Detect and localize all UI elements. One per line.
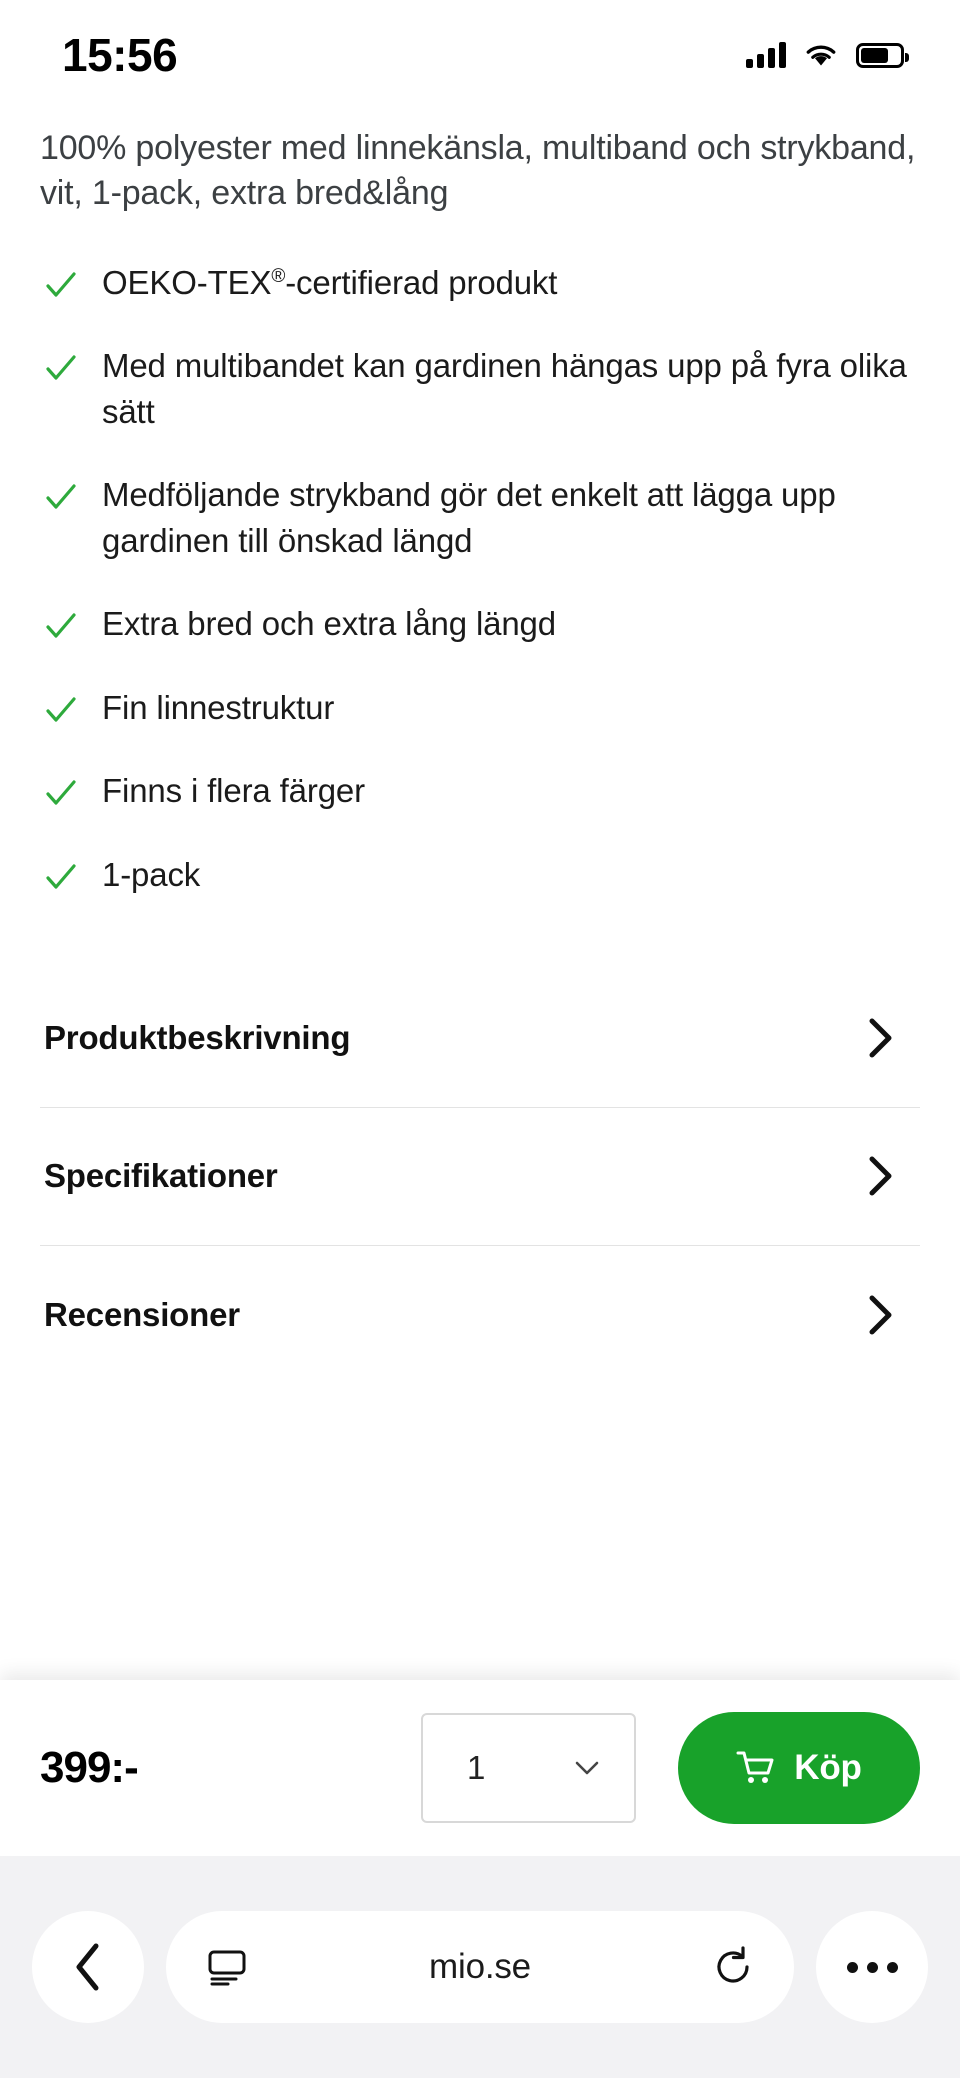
feature-text: OEKO-TEX®-certifierad produkt [102,263,558,301]
check-icon [44,693,78,727]
list-item [40,685,920,731]
reader-view-icon[interactable] [206,1948,248,1986]
accordion-row-recensioner[interactable] [40,1246,920,1384]
check-icon [44,776,78,810]
product-content [0,126,960,1384]
accordion-row-specifikationer[interactable] [40,1108,920,1246]
reload-icon[interactable] [712,1946,754,1988]
more-options-icon [847,1962,898,1973]
accordion-section [40,970,920,1384]
feature-text: Finns i flera färger [102,772,365,810]
check-icon [44,609,78,643]
check-icon [44,480,78,514]
feature-text: Fin linnestruktur [102,688,335,726]
shopping-cart-icon [736,1749,776,1787]
list-item [40,472,920,563]
status-time: 15:56 [62,29,178,81]
buy-button[interactable] [678,1712,920,1824]
back-button[interactable] [32,1911,144,2023]
accordion-label: Recensioner [44,1295,240,1333]
more-options-button[interactable] [816,1911,928,2023]
browser-toolbar [0,1856,960,2078]
check-icon [44,268,78,302]
feature-text: Med multibandet kan gardinen hängas upp på fyra olika sätt [102,347,907,430]
accordion-label: Produktbeskrivning [44,1019,351,1057]
url-text: mio.se [429,1947,531,1986]
status-bar [0,0,960,104]
address-bar[interactable] [166,1911,794,2023]
feature-text: Extra bred och extra lång längd [102,605,556,643]
list-item [40,601,920,647]
check-icon [44,860,78,894]
chevron-right-icon [868,1155,894,1197]
chevron-right-icon [868,1294,894,1336]
accordion-label: Specifikationer [44,1157,278,1195]
wifi-icon [804,42,838,68]
check-icon [44,351,78,385]
list-item [40,343,920,434]
list-item [40,852,920,898]
cellular-bars-icon [746,42,786,68]
quantity-value: 1 [467,1749,486,1786]
quantity-select[interactable] [421,1713,636,1823]
chevron-left-icon [73,1942,103,1992]
chevron-down-icon [574,1760,600,1776]
product-intro-text: 100% polyester med linnekänsla, multiband och strykband, vit, 1-pack, extra bred&lång [40,129,916,212]
list-item [40,768,920,814]
feature-list [40,260,920,898]
battery-icon [856,43,904,68]
feature-text: 1-pack [102,856,201,893]
status-indicators [746,36,904,68]
buy-button-label: Köp [794,1748,862,1787]
chevron-right-icon [868,1017,894,1059]
purchase-bar [0,1680,960,1856]
product-price: 399:- [40,1743,138,1792]
feature-text: Medföljande strykband gör det enkelt att lägga upp gardinen till önskad längd [102,476,836,559]
accordion-row-produktbeskrivning[interactable] [40,970,920,1108]
list-item [40,260,920,306]
